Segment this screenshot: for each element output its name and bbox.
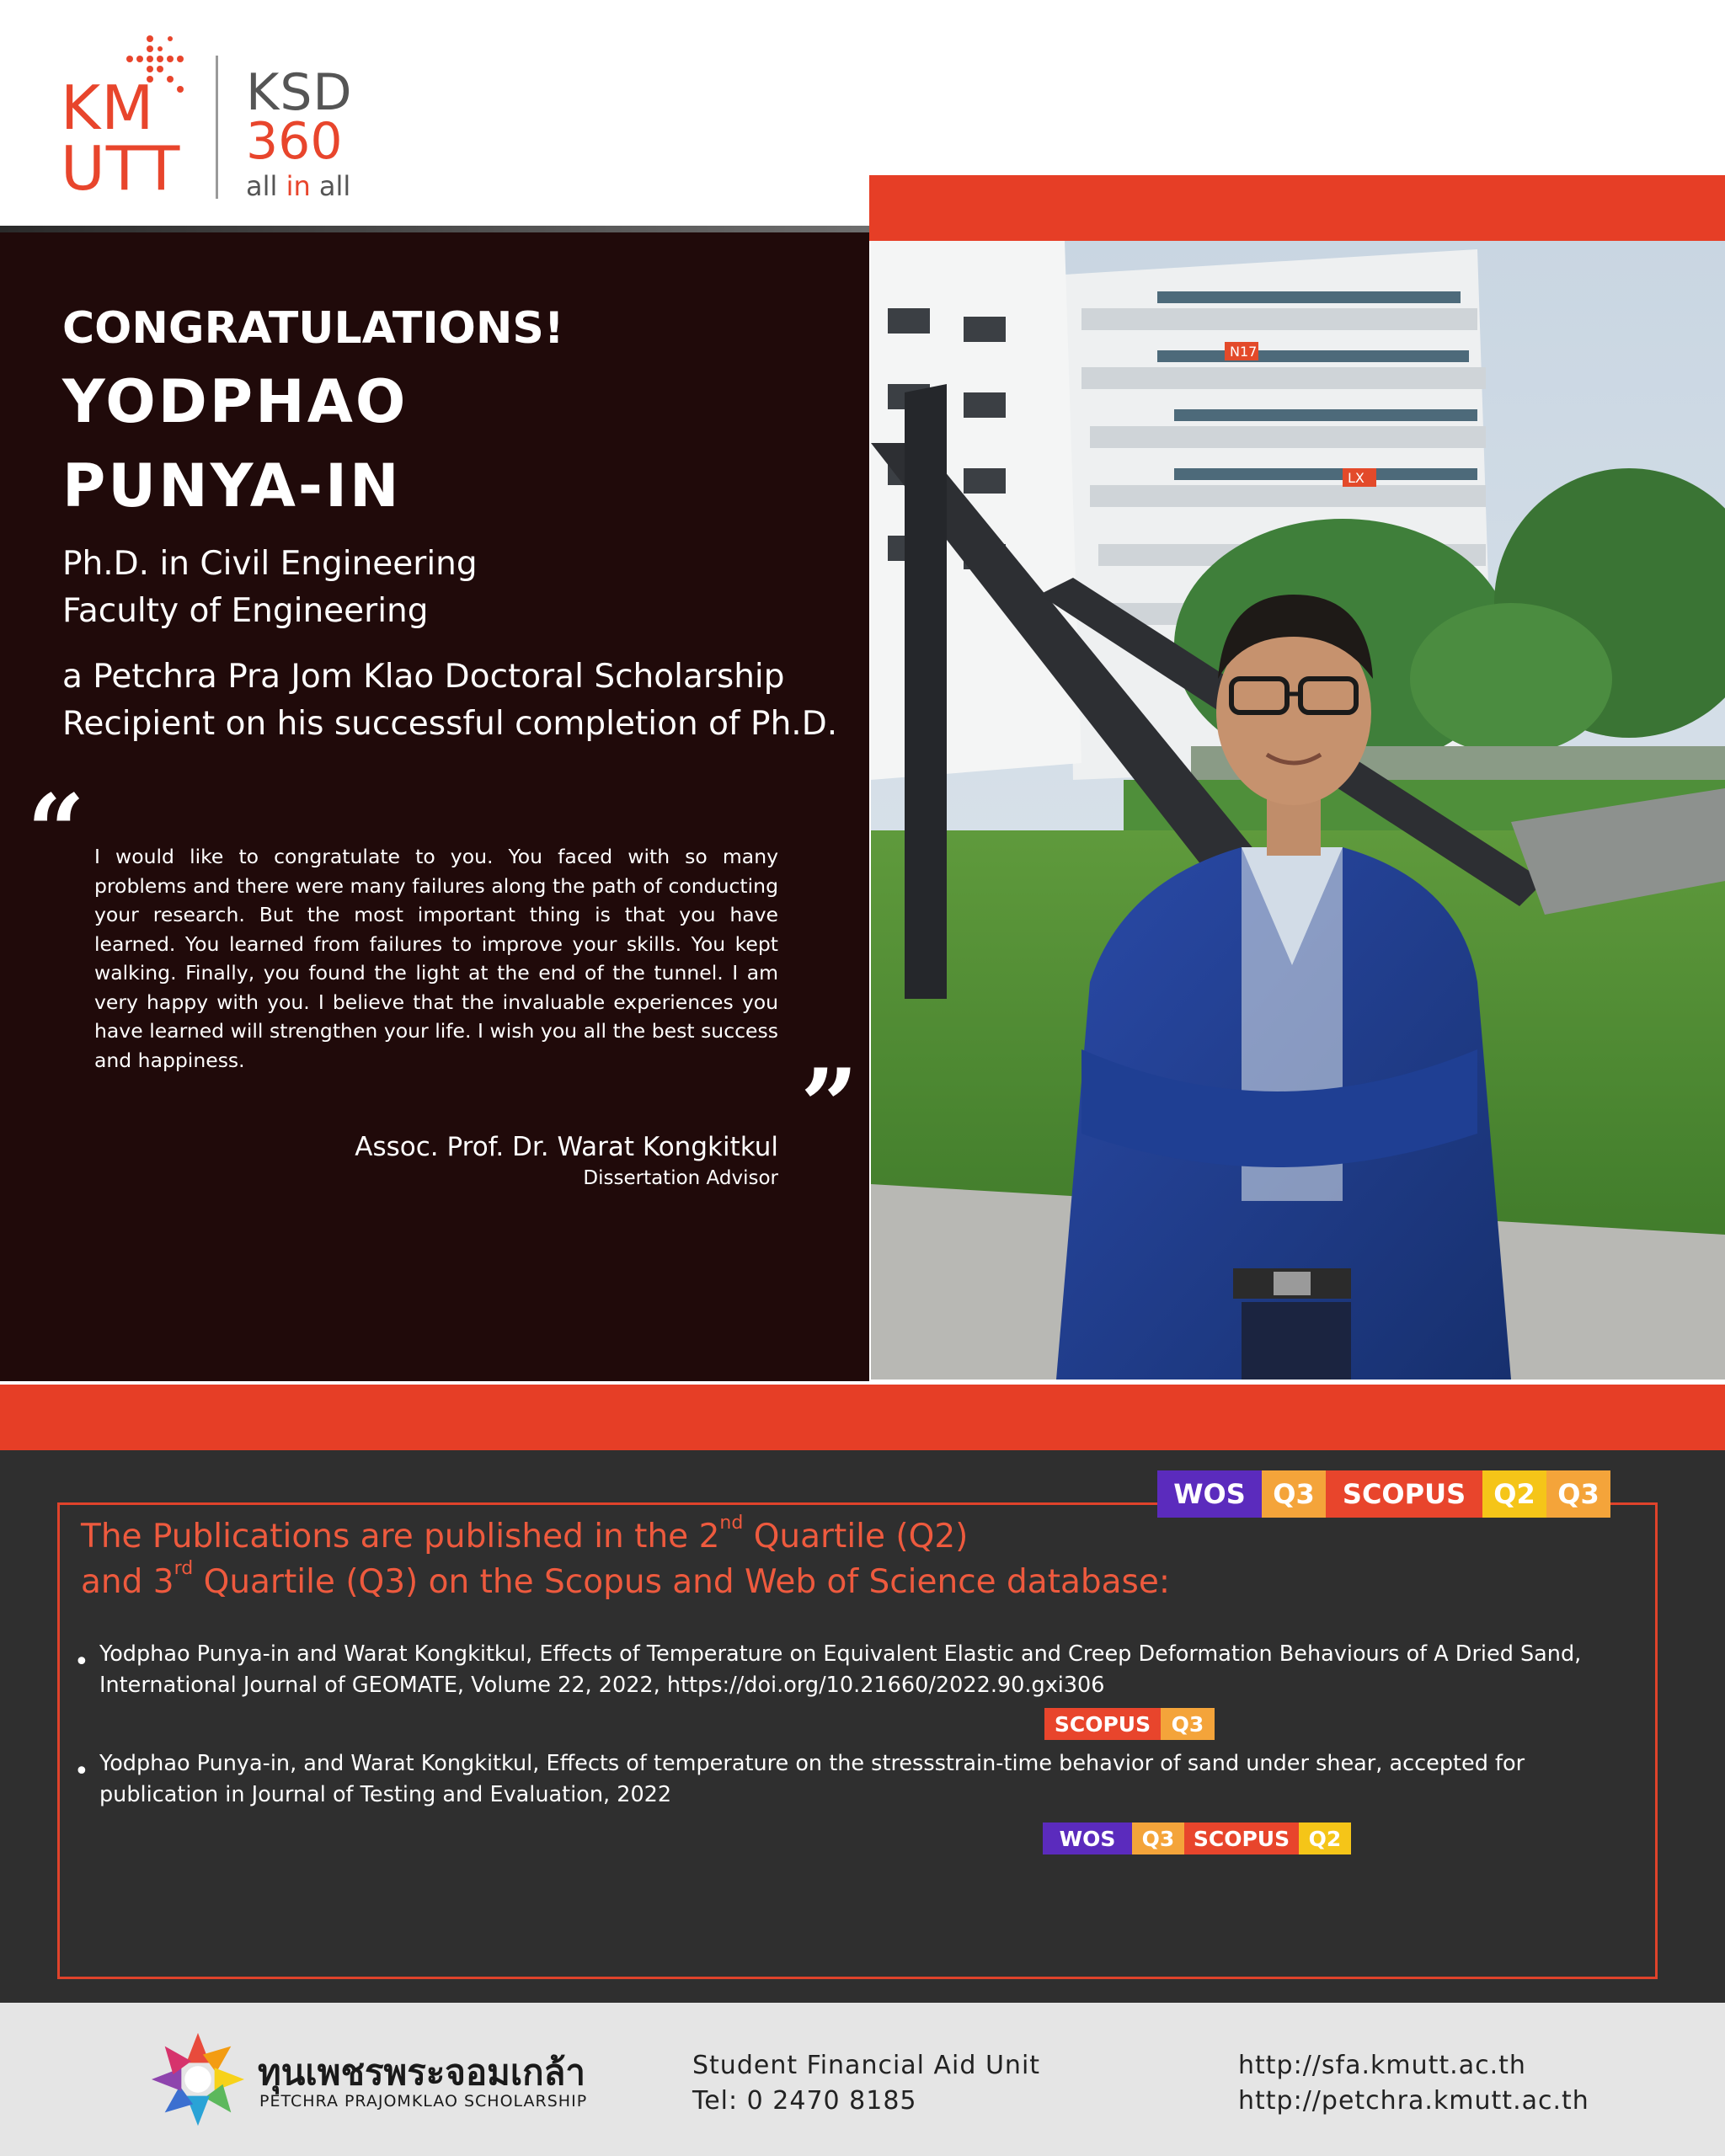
scopus-q3-badge: Q3	[1546, 1470, 1610, 1518]
publications-title	[81, 1514, 1170, 1605]
petchra-brand-english: PETCHRA PRAJOMKLAO SCHOLARSHIP	[259, 2092, 588, 2111]
header-shadow-strip	[0, 226, 869, 232]
unit-tel: Tel: 0 2470 8185	[692, 2086, 917, 2116]
publications-title-line2	[81, 1560, 1170, 1605]
pub1-scopus-badge: SCOPUS	[1044, 1708, 1161, 1740]
open-quote-icon: “	[27, 772, 86, 891]
title-b: Quartile (Q2)	[743, 1518, 969, 1556]
pub2-wos-badge: WOS	[1043, 1822, 1132, 1854]
title-sup1: nd	[719, 1513, 744, 1534]
scopus-badge: SCOPUS	[1326, 1470, 1482, 1518]
pub2-wos-q3-badge: Q3	[1132, 1822, 1184, 1854]
scopus-q2-badge: Q2	[1482, 1470, 1546, 1518]
advisor-quote: I would like to congratulate to you. You faced with so many problems and there were many failures along the path of conducting your research. But the most important thing is that you have learned. You learned from failures to improve your skills. You kept walking. Finally, you found the light at the end of the tunnel. I am very happy with you. I believe that the invaluable experiences you have learned will strengthen your life. I wish you all the best success and happiness.	[94, 845, 778, 1072]
title-d: Quartile (Q3) on the Scopus and Web of Science database:	[193, 1563, 1170, 1601]
title-sup2: rd	[174, 1558, 194, 1579]
scholarship-line2: Recipient on his successful completion of Ph.D.	[62, 705, 838, 743]
degree-line: Ph.D. in Civil Engineering	[62, 545, 478, 583]
url-petchra-link[interactable]: http://petchra.kmutt.ac.th	[1238, 2086, 1589, 2116]
header-index-badges	[1157, 1470, 1610, 1518]
faculty-line: Faculty of Engineering	[62, 592, 429, 630]
ksd-logo-line2: 360	[246, 112, 343, 171]
tagline-mid: in	[286, 170, 311, 202]
publications-title-line1	[81, 1514, 1170, 1560]
website-links	[1238, 2048, 1589, 2119]
congratulations-heading: CONGRATULATIONS!	[62, 303, 564, 354]
photo-illustration	[871, 241, 1725, 1380]
list-bullet: •	[74, 1647, 89, 1677]
advisor-role: Dissertation Advisor	[583, 1167, 778, 1189]
middle-red-band	[0, 1385, 1725, 1450]
top-red-bar	[869, 175, 1725, 241]
pub2-scopus-q2-badge: Q2	[1299, 1822, 1351, 1854]
building-sign-n17: N17	[1230, 344, 1258, 360]
logo-divider	[216, 56, 218, 199]
petchra-star-logo-icon	[148, 2030, 248, 2129]
kmutt-logo-line1: KM	[61, 72, 155, 143]
close-quote-icon: ”	[800, 1047, 859, 1166]
url-sfa-link[interactable]: http://sfa.kmutt.ac.th	[1238, 2051, 1526, 2080]
publication-item-1: Yodphao Punya-in and Warat Kongkitkul, Effects of Temperature on Equivalent Elastic and Creep Deformation Behaviours of A Dried Sand, International Journal of GEOMATE, Volume 22, 2022, https://doi.org/10.21660/2022.90.gxi306	[99, 1641, 1582, 1698]
tagline-pre: all	[246, 170, 286, 202]
unit-name: Student Financial Aid Unit	[692, 2051, 1041, 2080]
list-bullet: •	[74, 1757, 89, 1786]
kmutt-logo-line2: UTT	[61, 133, 181, 204]
publication-2-badges	[1043, 1822, 1351, 1854]
scholarship-line1: a Petchra Pra Jom Klao Doctoral Scholarship	[62, 658, 785, 696]
wos-badge: WOS	[1157, 1470, 1262, 1518]
tagline-post: all	[310, 170, 351, 202]
advisor-name: Assoc. Prof. Dr. Warat Kongkitkul	[355, 1132, 778, 1162]
pub2-scopus-badge: SCOPUS	[1184, 1822, 1299, 1854]
kmutt-logo	[61, 34, 204, 204]
graduate-last-name: PUNYA-IN	[62, 451, 402, 520]
ksd-tagline	[246, 170, 353, 202]
building-sign-lx: LX	[1348, 470, 1365, 486]
graduate-first-name: YODPHAO	[62, 367, 409, 436]
publication-item-2: Yodphao Punya-in, and Warat Kongkitkul, Effects of temperature on the stressstrain-time behavior of sand under shear, accepted for publication in Journal of Testing and Evaluation, 2022	[99, 1751, 1525, 1807]
title-c: and 3	[81, 1563, 174, 1601]
ksd360-logo	[246, 63, 353, 202]
petchra-brand-thai: ทุนเพชรพระจอมเกล้า	[258, 2052, 585, 2093]
title-a: The Publications are published in the 2	[81, 1518, 720, 1556]
publication-1-badges	[1044, 1708, 1215, 1740]
ksd-logo-line1: KSD	[246, 63, 353, 122]
graduate-photo	[871, 241, 1725, 1380]
pub1-q3-badge: Q3	[1161, 1708, 1215, 1740]
wos-q3-badge: Q3	[1262, 1470, 1326, 1518]
contact-unit	[692, 2048, 1040, 2119]
